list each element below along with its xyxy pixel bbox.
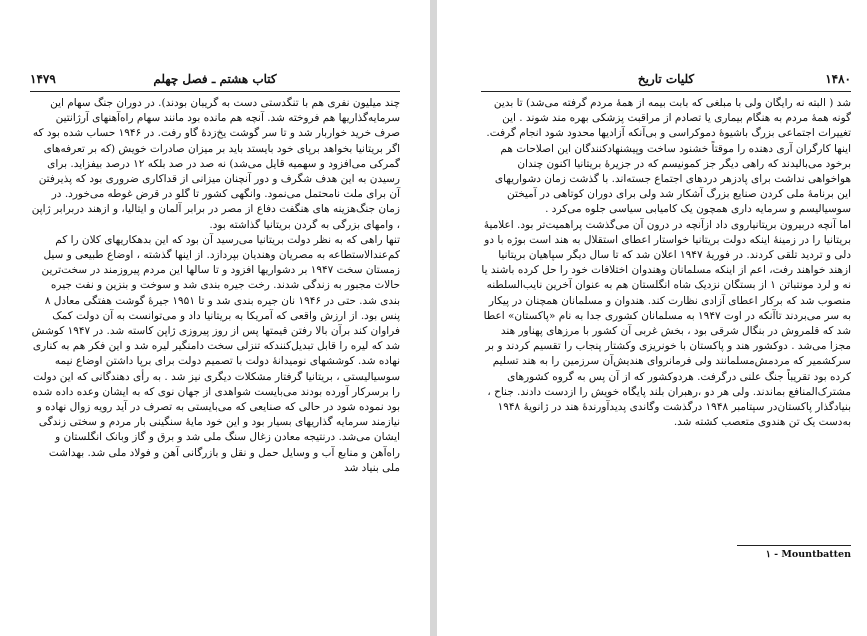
left-paragraph-1: چند میلیون نفری هم با تنگدستی دست به گریبان بودند). در دوران جنگ سهام این سرمایه‌گذاریها هم فروخته شد. آنچه هم مانده بود مانند سهام راه‌آهنهای آرژانتین صرف خرید خواربار شد و تا سر گوشت یخ‌زدهٔ گاو رفت. در ۱۹۴۶ حساب شده بود که اگر بریتانیا بخواهد برپای خود بایستد باید بر میزان صادرات خویش (که بر تعرفه‌های گمرکی می‌افزود و سهمیه قایل می‌شد) نه صد در صد بلکه ۱۲ درصد بیفزاید. برای رسیدن به این هدف شگرف و دور آنچنان میزانی از قداکاری ضروری بود که پذیرفتن آن برای ملت نامحتمل می‌نمود. وانگهی کشور تا گلو در قرض غوطه می‌خورد. در زمان جنگ‌هزینه های هنگفت دفاع از مصر در برابر آلمان و ایتالیا، و ازهند دربرابر ژاپن ، وامهای بزرگی به گردن بریتانیا گذاشته بود. [31,97,400,231]
book-gutter [430,0,437,636]
footnote-rule [737,545,851,546]
right-page [437,0,867,636]
right-running-title: کلیات تاریخ [637,72,695,86]
right-page-number: ۱۴۸۰ [825,72,851,86]
left-page-body [30,96,400,476]
footnote: ۱ - Mountbatten [765,549,851,560]
right-page-header [481,70,851,90]
left-page-header [30,70,400,90]
right-paragraph-1: شد ( البته نه رایگان ولی با مبلغی که بابت بیمه از همهٔ مردم گرفته می‌شد) تا بدین گونه همهٔ مردم به هنگام بیماری یا تصادم از مراقبت پزشکی بهره مند شوند . این تغییرات اجتماعی بزرگ باشیوهٔ دموکراسی و بی‌آنکه آزادیها محدود شود انجام گرفت. اینها کارگران آری دهنده را موقتاً خشنود ساخت وپیشنهادکنندگان این اصلاحات هم برخود می‌بالیدند که راهی دیگر جز کمونیسم که در جزیرهٔ بریتانیا اکنون چندان هواخواهی نداشت برای پادزهر دردهای اجتماع جسته‌اند. با گذشت زمان دشواریهای این برنامهٔ ملی کردن صنایع بزرگ آشکار شد ولی برای دوران کوتاهی در آمیختن سوسیالیسم و سرمایه داری همچون یک کامیابی سیاسی جلوه می‌کرد . [486,97,851,216]
right-page-body [481,96,851,430]
right-header-rule [481,91,851,92]
left-page-number: ۱۴۷۹ [30,72,56,86]
left-running-title: کتاب هشتم ـ فصل چهلم [153,72,277,86]
left-header-rule [30,91,400,92]
left-page [0,0,430,636]
right-paragraph-2: اما آنچه دربیرون بریتانیاروی داد ازآنچه در درون آن می‌گذشت پراهمیت‌تر بود. اعلامیهٔ بریتانیا را در زمینهٔ اینکه دولت بریتانیا خواستار اعطای استقلال به هند است بوژه با دو دلی و تردید تلقی کردند. در فوریهٔ ۱۹۴۷ اعلان شد که تا سال دیگر سپاهیان بریتانیا ازهند خواهند رفت، اعم از اینکه مسلمانان وهندوان اختلافات خود را حل کرده باشند یا نه و لرد مونتباتن ۱ از بستگان نزدیک شاه انگلستان هم به عنوان آخرین نایب‌السلطنه منصوب شد که برکار اعطای آزادی نظارت کند. هندوان و مسلمانان همچنان در پیکار به سر می‌بردند تاآنکه در اوت ۱۹۴۷ به مسلمانان کشوری جدا به نام «پاکستان» اعطا شد که قلمروش در بنگال شرقی بود ، بخش غربی آن کشور با مرزهای پهناور هند مجزا می‌شد . دوکشور هند و پاکستان با خونریزی وکشتار پنجاب را تقسیم کردند و بر سرکشمیر که مردمش‌مسلمانند ولی فرمانروای هندیش‌آن سرزمین را به هند تسلیم کرده بود تقریباً جنگ علنی درگرفت. هردوکشور که از آن پس به گروه کشورهای مشترک‌المنافع بماندند. ولی هر دو ،رهبران بلند پایگاه خویش را ازدست دادند. جناح ، بنیادگذار پاکستان‌در سپتامبر ۱۹۴۸ درگذشت وگاندی پدیدآورندهٔ هند در ژانویهٔ ۱۹۴۸ به‌دست یک تن هندوی متعصب کشته شد. [481,218,851,429]
left-paragraph-2: تنها راهی که به نظر دولت بریتانیا می‌رسید آن بود که این بدهکاریهای کلان را کم کم‌عندالاستطاعه به مصریان وهندیان بپردازد. از اینها گذشته ، اوضاع طبیعی و سیل زمستان سخت ۱۹۴۷ بر دشواریها افزود و تا سالها این مردم پیروزمند در سخت‌ترین حالات مجبور به زندگی شدند. رخت جیره بندی شد و سوخت و بنزین و نفت جیره بندی شد. حتی در ۱۹۴۶ نان جیره بندی شد و تا ۱۹۵۱ جیرهٔ گوشت هفتگی معادل ۸ پنس بود. از ارزش واقعی که آمریکا به بریتانیا داد و می‌توانست به آن دولت کمک فراوان کند برآن بالا رفتن قیمتها پس از روز پیروزی ژاپن کاسته شد. در ۱۹۴۷ کوشش شد که لیره را قابل تبدیل‌کنندکه تنزلی سخت دامنگیر لیره شد و این فکر هم به کناری نهاده شد. کوششهای نومیدانهٔ دولت با تصمیم دولت برای برپا داشتن اوضاع نیمه سوسیالیستی ، بریتانیا گرفتار مشکلات دیگری نیز شد . به رأی دهندگانی که این دولت را برسرکار آورده بودند می‌بایست شواهدی از جهان نوی که به ایشان وعده داده شده بود نموده شود در حالی که صنایعی که می‌بایستی به تصرف در آید رویه زوال نهاده و نیازمند سرمایه گذاریهای بسیار بود و این خود مایهٔ سنگینی بار مردم و سختی زندگی ایشان می‌شد. درنتیجه معادن زغال سنگ ملی شد و برق و گاز وبانک انگلستان و راه‌آهن و منابع آب و وسایل حمل و نقل و بازرگانی آهن و فولاد ملی شد. بهداشت ملی بنیاد شد [31,233,400,474]
